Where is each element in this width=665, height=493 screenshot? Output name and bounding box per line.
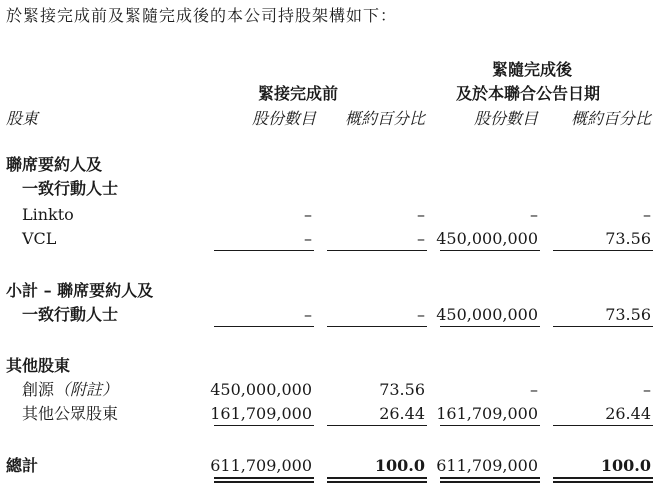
row-chuangyuan-p2: – bbox=[643, 380, 651, 399]
total-label: 總計 bbox=[6, 456, 39, 475]
row-linkto-p2: – bbox=[643, 205, 651, 224]
row-vcl-s2: 450,000,000 bbox=[436, 229, 538, 248]
row-vcl-p2: 73.56 bbox=[605, 229, 651, 248]
section1-title-line1: 聯席要約人及 bbox=[6, 155, 103, 174]
total-s1: 611,709,000 bbox=[210, 456, 312, 475]
rule-total-s1 bbox=[214, 477, 314, 483]
section1-title-line2: 一致行動人士 bbox=[22, 179, 119, 198]
header-shares-before: 股份數目 bbox=[251, 109, 316, 128]
rule-vcl-p2 bbox=[553, 250, 653, 251]
subtotal-p1: – bbox=[417, 305, 425, 324]
row-public-s2: 161,709,000 bbox=[436, 404, 538, 423]
total-s2: 611,709,000 bbox=[436, 456, 538, 475]
rule-total-p1 bbox=[327, 477, 427, 483]
row-chuangyuan-p1: 73.56 bbox=[379, 380, 425, 399]
rule-total-s2 bbox=[440, 477, 540, 483]
header-shares-after: 股份數目 bbox=[473, 109, 538, 128]
section2-title: 其他股東 bbox=[6, 356, 71, 375]
rule-vcl-s1 bbox=[214, 250, 314, 251]
rule-public-p2 bbox=[553, 425, 653, 426]
subtotal-s1: – bbox=[304, 305, 312, 324]
row-vcl-p1: – bbox=[417, 229, 425, 248]
rule-subtotal-s1 bbox=[214, 326, 314, 327]
rule-public-s2 bbox=[440, 425, 540, 426]
row-chuangyuan-label: 創源 bbox=[22, 380, 55, 399]
rule-subtotal-p2 bbox=[553, 326, 653, 327]
total-p2: 100.0 bbox=[600, 456, 651, 475]
header-pct-before: 概約百分比 bbox=[344, 109, 425, 128]
row-chuangyuan-note: （附註） bbox=[54, 380, 119, 399]
header-pct-after: 概約百分比 bbox=[570, 109, 651, 128]
header-after-line1: 緊隨完成後 bbox=[492, 60, 573, 79]
row-linkto-s1: – bbox=[304, 205, 312, 224]
rule-public-s1 bbox=[214, 425, 314, 426]
row-chuangyuan-s1: 450,000,000 bbox=[210, 380, 312, 399]
intro-text: 於緊接完成前及緊隨完成後的本公司持股架構如下： bbox=[6, 6, 398, 25]
total-p1: 100.0 bbox=[374, 456, 425, 475]
row-vcl-s1: – bbox=[304, 229, 312, 248]
row-public-s1: 161,709,000 bbox=[210, 404, 312, 423]
rule-vcl-s2 bbox=[440, 250, 540, 251]
header-shareholders: 股東 bbox=[6, 109, 39, 128]
rule-total-p2 bbox=[553, 477, 653, 483]
subtotal-s2: 450,000,000 bbox=[436, 305, 538, 324]
row-chuangyuan-s2: – bbox=[530, 380, 538, 399]
subtotal-label-line1: 小計 – 聯席要約人及 bbox=[6, 281, 154, 300]
row-chuangyuan-name bbox=[22, 382, 118, 398]
rule-vcl-p1 bbox=[327, 250, 427, 251]
row-public-p1: 26.44 bbox=[379, 404, 425, 423]
row-public-p2: 26.44 bbox=[605, 404, 651, 423]
row-linkto-s2: – bbox=[530, 205, 538, 224]
subtotal-p2: 73.56 bbox=[605, 305, 651, 324]
row-linkto-name: Linkto bbox=[22, 205, 74, 224]
rule-public-p1 bbox=[327, 425, 427, 426]
header-after-line2: 及於本聯合公告日期 bbox=[456, 84, 601, 103]
rule-subtotal-s2 bbox=[440, 326, 540, 327]
header-before: 緊接完成前 bbox=[258, 84, 339, 103]
row-linkto-p1: – bbox=[417, 205, 425, 224]
rule-subtotal-p1 bbox=[327, 326, 427, 327]
row-vcl-name: VCL bbox=[22, 229, 57, 248]
row-public-name: 其他公眾股東 bbox=[22, 404, 119, 423]
subtotal-label-line2: 一致行動人士 bbox=[22, 305, 119, 324]
